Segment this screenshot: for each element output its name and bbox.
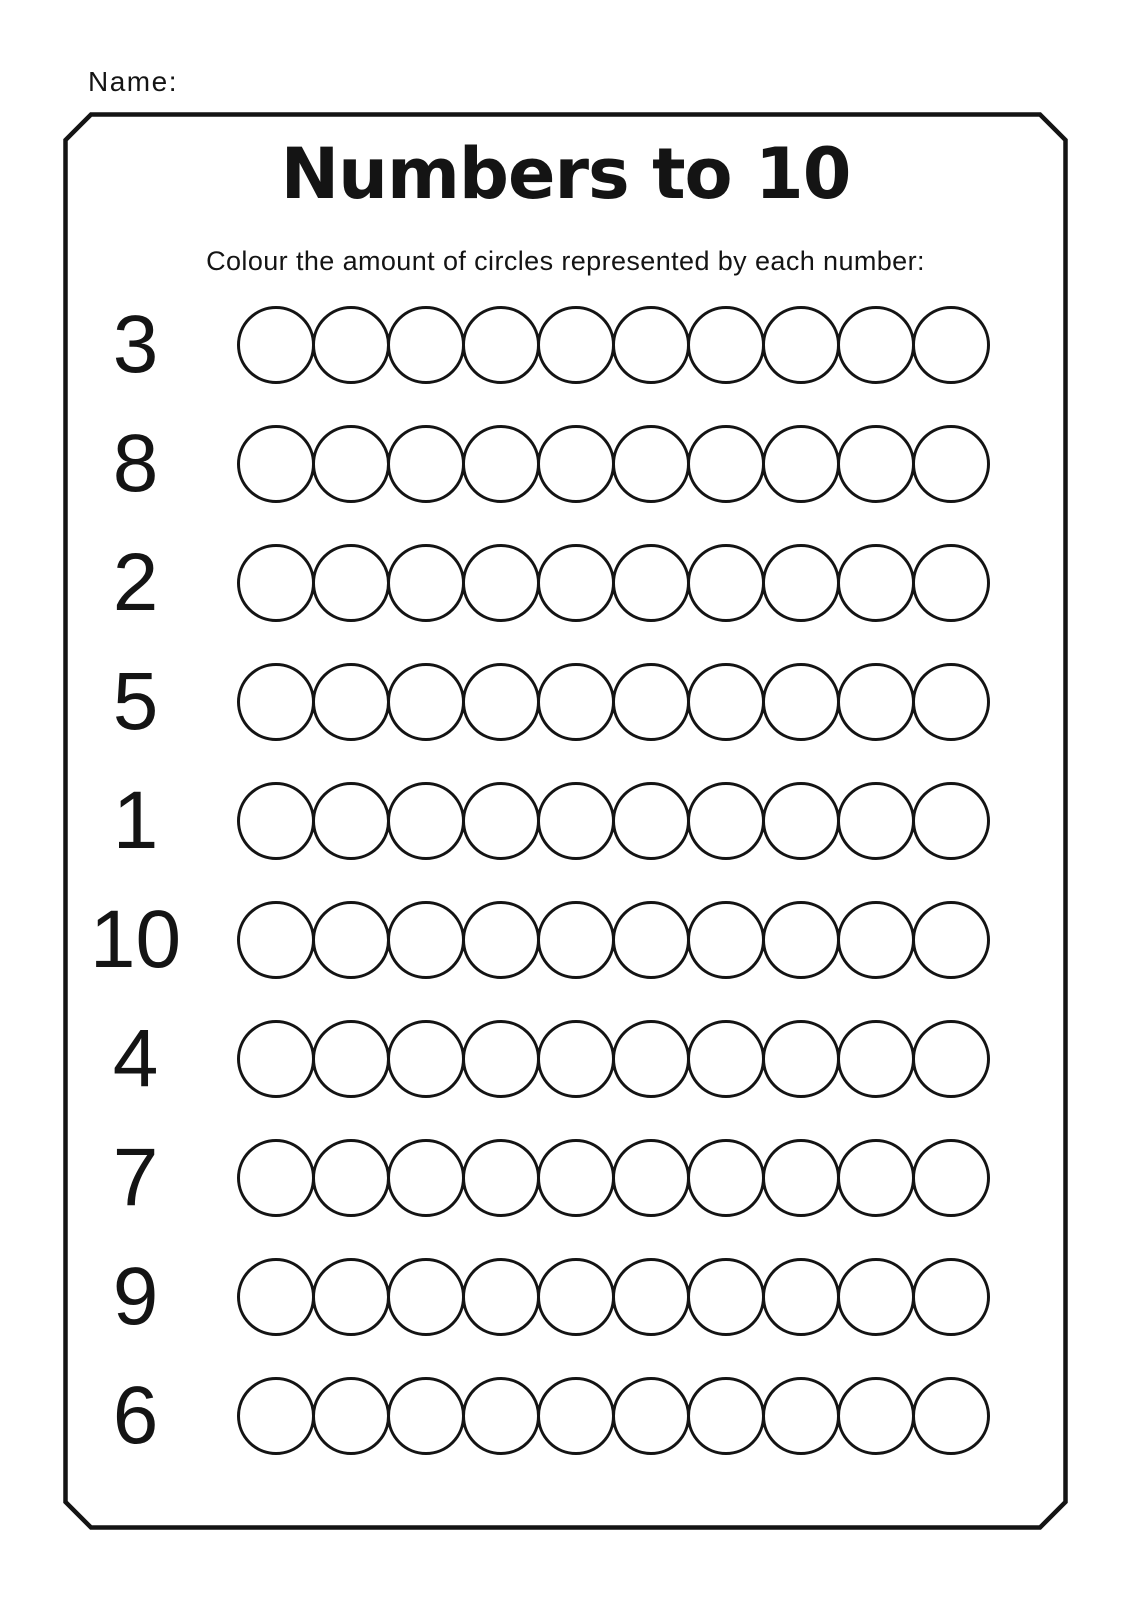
- colorable-circle[interactable]: [237, 663, 315, 741]
- colorable-circle[interactable]: [237, 1020, 315, 1098]
- colorable-circle[interactable]: [612, 544, 690, 622]
- row-number-label: 4: [112, 1013, 159, 1104]
- colorable-circle[interactable]: [237, 544, 315, 622]
- colorable-circle[interactable]: [612, 1377, 690, 1455]
- colorable-circle[interactable]: [312, 1258, 390, 1336]
- colorable-circle[interactable]: [912, 306, 990, 384]
- row-number-label: 2: [112, 537, 159, 628]
- colorable-circle[interactable]: [462, 782, 540, 860]
- colorable-circle[interactable]: [912, 1258, 990, 1336]
- colorable-circle[interactable]: [687, 663, 765, 741]
- circle-group: [237, 1377, 990, 1455]
- colorable-circle[interactable]: [312, 306, 390, 384]
- colorable-circle[interactable]: [387, 1139, 465, 1217]
- colorable-circle[interactable]: [687, 306, 765, 384]
- number-row: [63, 1013, 1068, 1104]
- colorable-circle[interactable]: [612, 306, 690, 384]
- worksheet-instruction: Colour the amount of circles represented by each number:: [206, 246, 925, 276]
- colorable-circle[interactable]: [687, 544, 765, 622]
- colorable-circle[interactable]: [387, 1020, 465, 1098]
- row-number-label: 7: [112, 1132, 159, 1223]
- circle-group: [237, 782, 990, 860]
- colorable-circle[interactable]: [387, 306, 465, 384]
- colorable-circle[interactable]: [537, 1139, 615, 1217]
- colorable-circle[interactable]: [462, 663, 540, 741]
- number-row: [63, 1132, 1068, 1223]
- colorable-circle[interactable]: [912, 1377, 990, 1455]
- colorable-circle[interactable]: [462, 544, 540, 622]
- circle-group: [237, 1258, 990, 1336]
- colorable-circle[interactable]: [387, 1377, 465, 1455]
- row-number-label: 6: [112, 1370, 159, 1461]
- worksheet-title: Numbers to 10: [280, 133, 851, 215]
- row-number-label: 10: [89, 894, 182, 985]
- colorable-circle[interactable]: [687, 782, 765, 860]
- circle-group: [237, 1020, 990, 1098]
- colorable-circle[interactable]: [837, 1258, 915, 1336]
- row-number-label: 5: [112, 656, 159, 747]
- colorable-circle[interactable]: [912, 544, 990, 622]
- number-row: [63, 775, 1068, 866]
- colorable-circle[interactable]: [462, 1139, 540, 1217]
- number-row: [63, 537, 1068, 628]
- colorable-circle[interactable]: [537, 1020, 615, 1098]
- colorable-circle[interactable]: [837, 901, 915, 979]
- colorable-circle[interactable]: [762, 544, 840, 622]
- number-row: [63, 656, 1068, 747]
- colorable-circle[interactable]: [387, 663, 465, 741]
- colorable-circle[interactable]: [312, 1377, 390, 1455]
- colorable-circle[interactable]: [762, 1139, 840, 1217]
- number-row: [63, 418, 1068, 509]
- colorable-circle[interactable]: [312, 1020, 390, 1098]
- colorable-circle[interactable]: [237, 1258, 315, 1336]
- rows-container: [63, 299, 1068, 1461]
- colorable-circle[interactable]: [912, 901, 990, 979]
- colorable-circle[interactable]: [612, 663, 690, 741]
- colorable-circle[interactable]: [687, 1020, 765, 1098]
- colorable-circle[interactable]: [537, 663, 615, 741]
- colorable-circle[interactable]: [237, 782, 315, 860]
- number-row: [63, 894, 1068, 985]
- colorable-circle[interactable]: [387, 544, 465, 622]
- number-row: [63, 1251, 1068, 1342]
- colorable-circle[interactable]: [762, 782, 840, 860]
- colorable-circle[interactable]: [762, 663, 840, 741]
- colorable-circle[interactable]: [537, 544, 615, 622]
- colorable-circle[interactable]: [462, 1020, 540, 1098]
- row-number-label: 9: [112, 1251, 159, 1342]
- colorable-circle[interactable]: [237, 425, 315, 503]
- colorable-circle[interactable]: [537, 782, 615, 860]
- colorable-circle[interactable]: [237, 1139, 315, 1217]
- colorable-circle[interactable]: [312, 782, 390, 860]
- circle-group: [237, 544, 990, 622]
- colorable-circle[interactable]: [837, 1139, 915, 1217]
- colorable-circle[interactable]: [837, 425, 915, 503]
- row-number-label: 8: [112, 418, 159, 509]
- row-number-label: 3: [112, 299, 159, 390]
- row-number-label: 1: [112, 775, 159, 866]
- colorable-circle[interactable]: [537, 1377, 615, 1455]
- colorable-circle[interactable]: [312, 425, 390, 503]
- colorable-circle[interactable]: [762, 1377, 840, 1455]
- colorable-circle[interactable]: [837, 306, 915, 384]
- colorable-circle[interactable]: [687, 425, 765, 503]
- colorable-circle[interactable]: [237, 306, 315, 384]
- colorable-circle[interactable]: [687, 1139, 765, 1217]
- colorable-circle[interactable]: [762, 901, 840, 979]
- colorable-circle[interactable]: [612, 1258, 690, 1336]
- colorable-circle[interactable]: [612, 425, 690, 503]
- colorable-circle[interactable]: [462, 1377, 540, 1455]
- colorable-circle[interactable]: [537, 306, 615, 384]
- colorable-circle[interactable]: [837, 1020, 915, 1098]
- circle-group: [237, 425, 990, 503]
- colorable-circle[interactable]: [912, 1139, 990, 1217]
- colorable-circle[interactable]: [687, 1377, 765, 1455]
- colorable-circle[interactable]: [612, 901, 690, 979]
- colorable-circle[interactable]: [837, 782, 915, 860]
- colorable-circle[interactable]: [762, 425, 840, 503]
- colorable-circle[interactable]: [537, 901, 615, 979]
- colorable-circle[interactable]: [237, 901, 315, 979]
- colorable-circle[interactable]: [387, 1258, 465, 1336]
- colorable-circle[interactable]: [912, 782, 990, 860]
- colorable-circle[interactable]: [237, 1377, 315, 1455]
- colorable-circle[interactable]: [612, 1020, 690, 1098]
- colorable-circle[interactable]: [912, 1020, 990, 1098]
- colorable-circle[interactable]: [612, 1139, 690, 1217]
- colorable-circle[interactable]: [312, 901, 390, 979]
- colorable-circle[interactable]: [912, 663, 990, 741]
- colorable-circle[interactable]: [762, 306, 840, 384]
- number-row: [63, 299, 1068, 390]
- colorable-circle[interactable]: [687, 1258, 765, 1336]
- colorable-circle[interactable]: [462, 425, 540, 503]
- colorable-circle[interactable]: [837, 1377, 915, 1455]
- colorable-circle[interactable]: [537, 425, 615, 503]
- circle-group: [237, 306, 990, 384]
- colorable-circle[interactable]: [837, 663, 915, 741]
- worksheet-frame: [63, 112, 1068, 1530]
- colorable-circle[interactable]: [837, 544, 915, 622]
- colorable-circle[interactable]: [312, 663, 390, 741]
- number-row: [63, 1370, 1068, 1461]
- colorable-circle[interactable]: [912, 425, 990, 503]
- circle-group: [237, 1139, 990, 1217]
- circle-group: [237, 901, 990, 979]
- colorable-circle[interactable]: [387, 901, 465, 979]
- colorable-circle[interactable]: [462, 306, 540, 384]
- colorable-circle[interactable]: [387, 425, 465, 503]
- colorable-circle[interactable]: [762, 1020, 840, 1098]
- colorable-circle[interactable]: [537, 1258, 615, 1336]
- colorable-circle[interactable]: [462, 901, 540, 979]
- colorable-circle[interactable]: [387, 782, 465, 860]
- circle-group: [237, 663, 990, 741]
- colorable-circle[interactable]: [312, 1139, 390, 1217]
- colorable-circle[interactable]: [762, 1258, 840, 1336]
- colorable-circle[interactable]: [462, 1258, 540, 1336]
- name-label: Name:: [88, 66, 178, 97]
- colorable-circle[interactable]: [612, 782, 690, 860]
- colorable-circle[interactable]: [687, 901, 765, 979]
- colorable-circle[interactable]: [312, 544, 390, 622]
